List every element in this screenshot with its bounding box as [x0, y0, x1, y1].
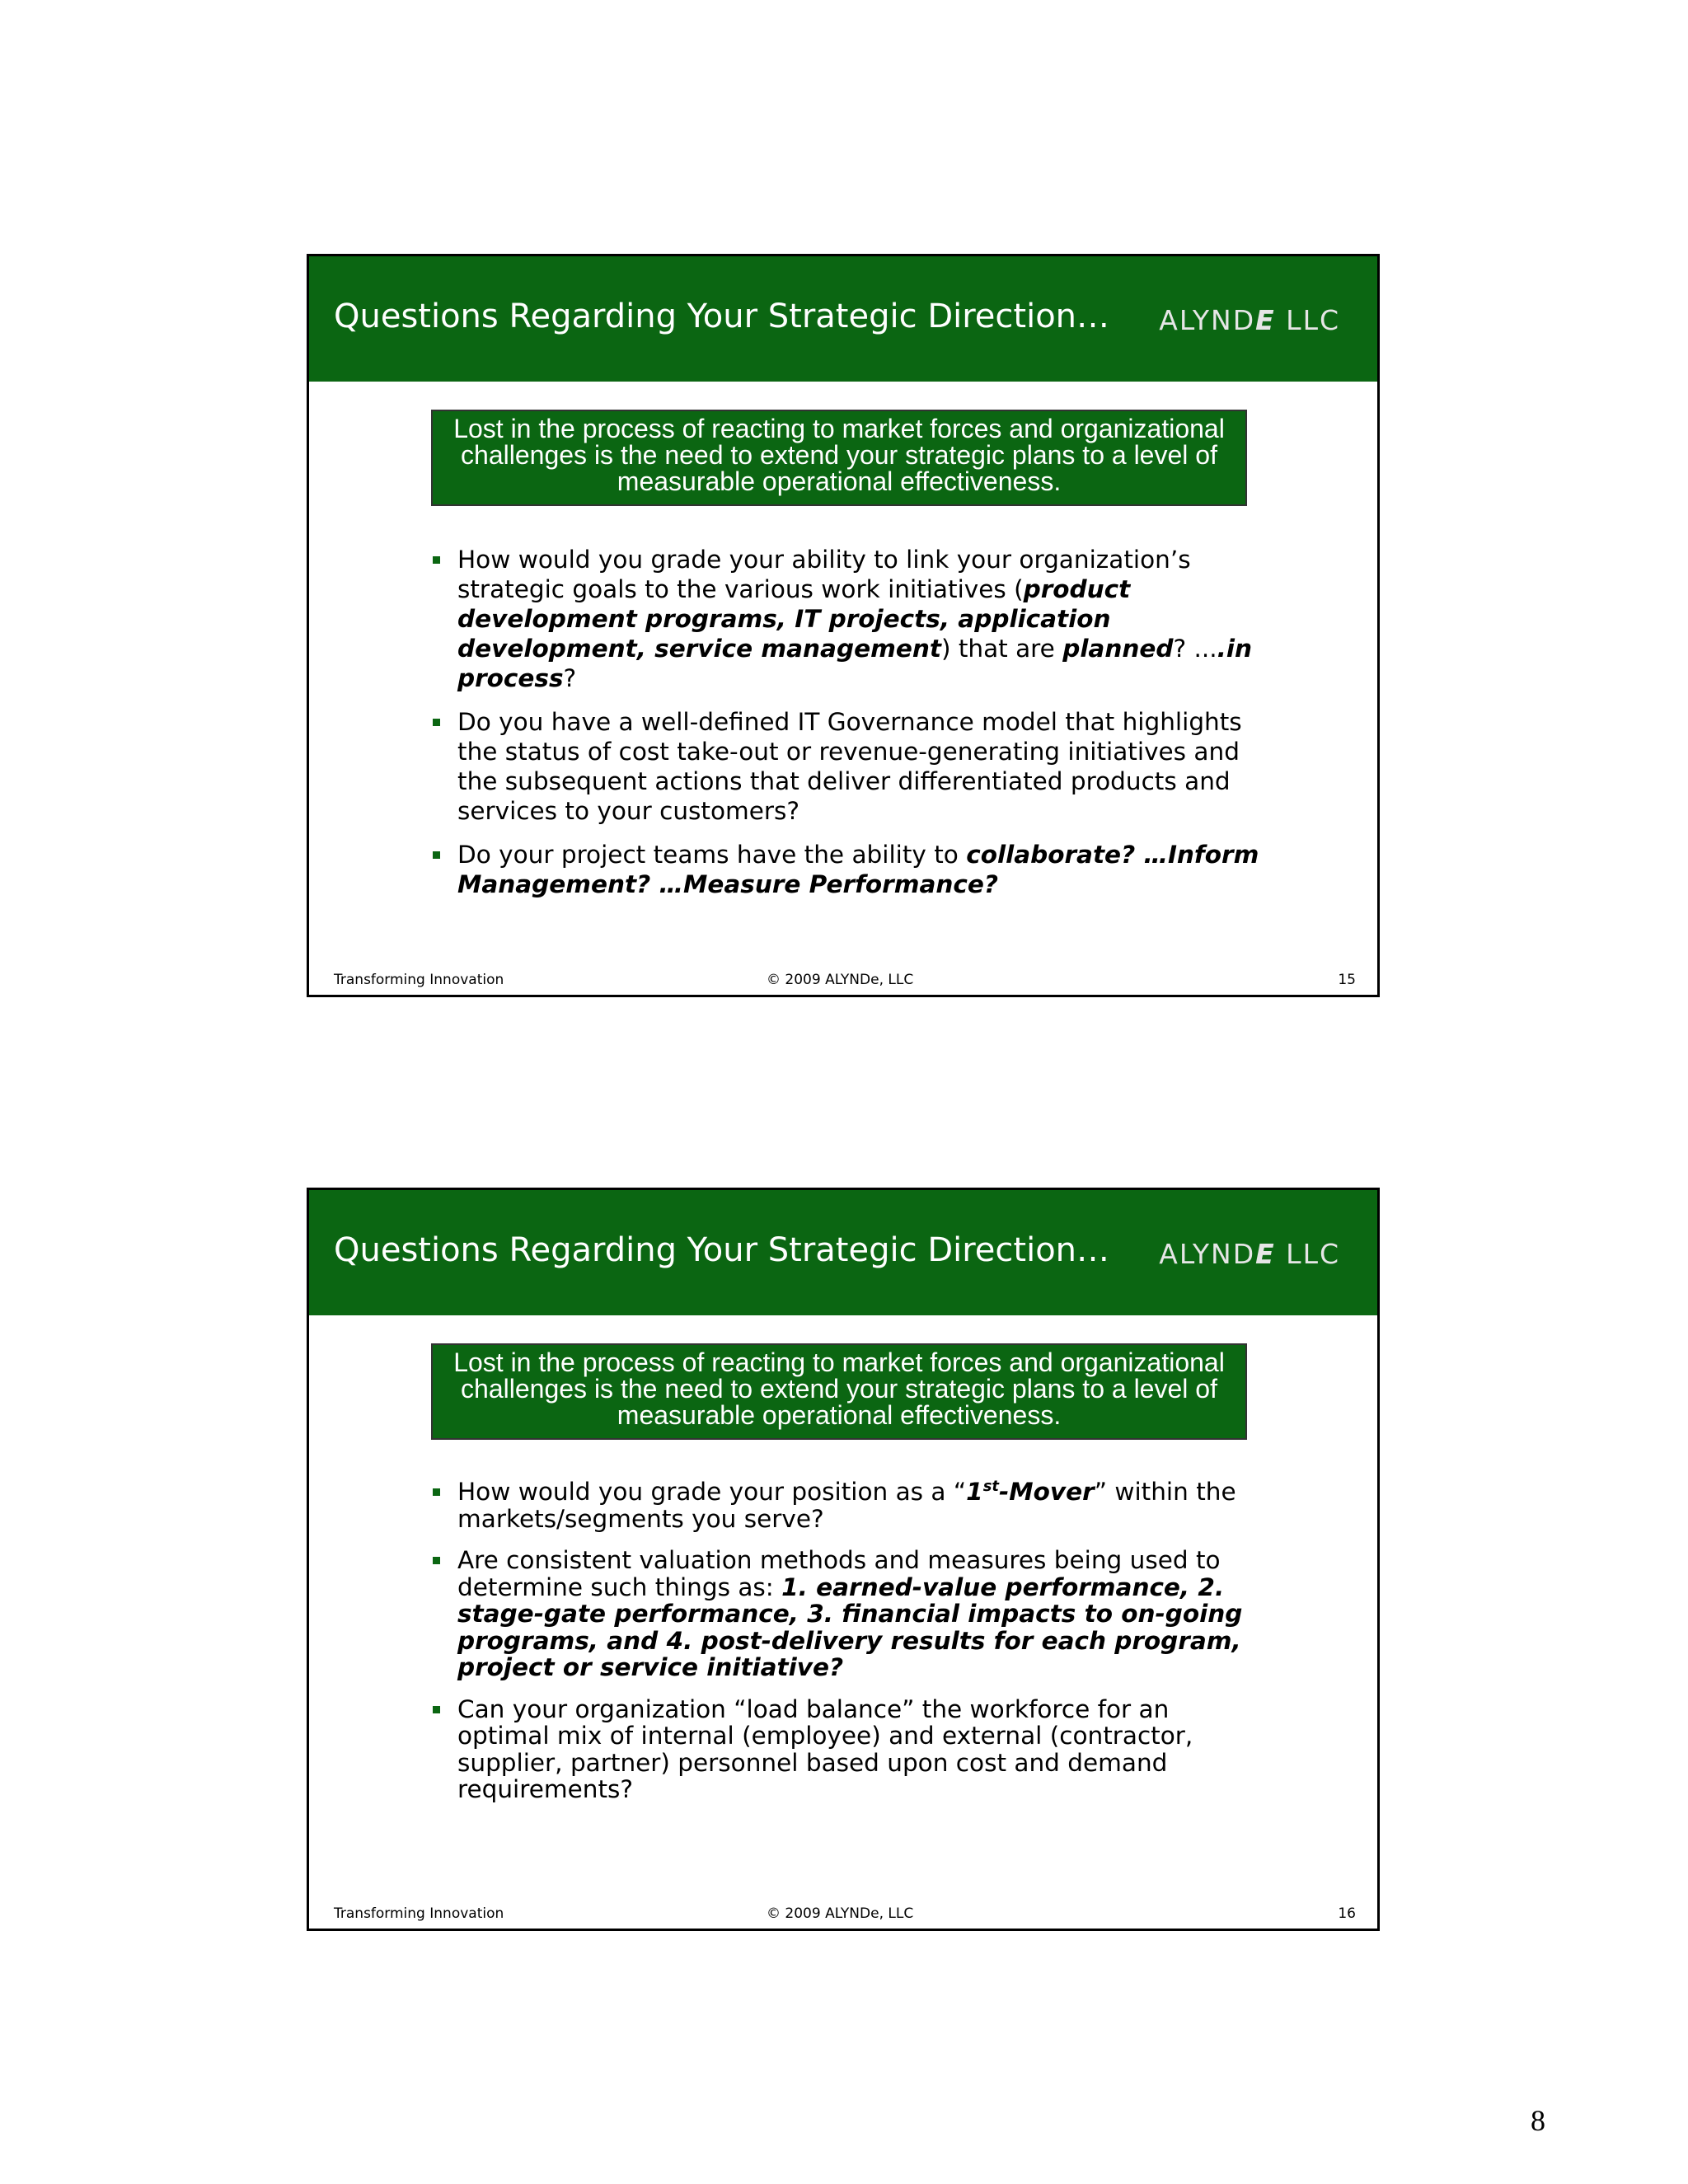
company-logo: ALYNDE LLC: [1159, 304, 1340, 336]
bullet-item: Do your project teams have the ability to collaborate? …Inform Management? …Measure Performance?: [431, 840, 1264, 899]
slide-footer: [309, 962, 1377, 995]
slide-number: 15: [1338, 972, 1356, 988]
bullet-item: Can your organization “load balance” the workforce for an optimal mix of internal (employee) and external (contractor, supplier, partner) personnel based upon cost and demand requirements?: [431, 1696, 1264, 1803]
square-bullet-icon: [433, 1488, 440, 1496]
square-bullet-icon: [433, 556, 440, 564]
footer-copyright: © 2009 ALYNDe, LLC: [767, 972, 914, 988]
slide-16: [307, 1188, 1380, 1931]
company-logo: ALYNDE LLC: [1159, 1238, 1340, 1270]
bullet-item: Are consistent valuation methods and measures being used to determine such things as: 1. earned-value performance, 2. stage-gate performance, 3. financial impacts to on-going programs, and 4. post-delivery results for each program, project or service initiative?: [431, 1547, 1264, 1681]
slide-15: [307, 254, 1380, 997]
bullet-list: [431, 1479, 1264, 1818]
slide-title: Questions Regarding Your Strategic Direction…: [334, 1231, 1110, 1269]
slide-footer: [309, 1896, 1377, 1929]
square-bullet-icon: [433, 1557, 440, 1564]
callout-box: Lost in the process of reacting to market forces and organizational challenges is the need to extend your strategic plans to a level of measurable operational effectiveness.: [431, 410, 1247, 506]
footer-copyright: © 2009 ALYNDe, LLC: [767, 1905, 914, 1922]
square-bullet-icon: [433, 851, 440, 859]
footer-tagline: Transforming Innovation: [334, 972, 504, 988]
bullet-item: Do you have a well-defined IT Governance model that highlights the status of cost take-out or revenue-generating initiatives and the subsequent actions that deliver differentiated products and services to your customers?: [431, 707, 1264, 826]
footer-tagline: Transforming Innovation: [334, 1905, 504, 1922]
callout-box: Lost in the process of reacting to market forces and organizational challenges is the need to extend your strategic plans to a level of measurable operational effectiveness.: [431, 1343, 1247, 1440]
bullet-list: [431, 545, 1264, 913]
slide-header: [309, 256, 1377, 382]
bullet-item: How would you grade your position as a “1st-Mover” within the markets/segments you serve?: [431, 1479, 1264, 1532]
slide-number: 16: [1338, 1905, 1356, 1922]
bullet-item: How would you grade your ability to link your organization’s strategic goals to the various work initiatives (product development programs, IT projects, application development, service management) that are planned? ....in process?: [431, 545, 1264, 693]
slide-title: Questions Regarding Your Strategic Direction…: [334, 298, 1110, 335]
square-bullet-icon: [433, 1706, 440, 1713]
slide-header: [309, 1190, 1377, 1315]
page-number: 8: [1531, 2104, 1545, 2137]
square-bullet-icon: [433, 719, 440, 726]
